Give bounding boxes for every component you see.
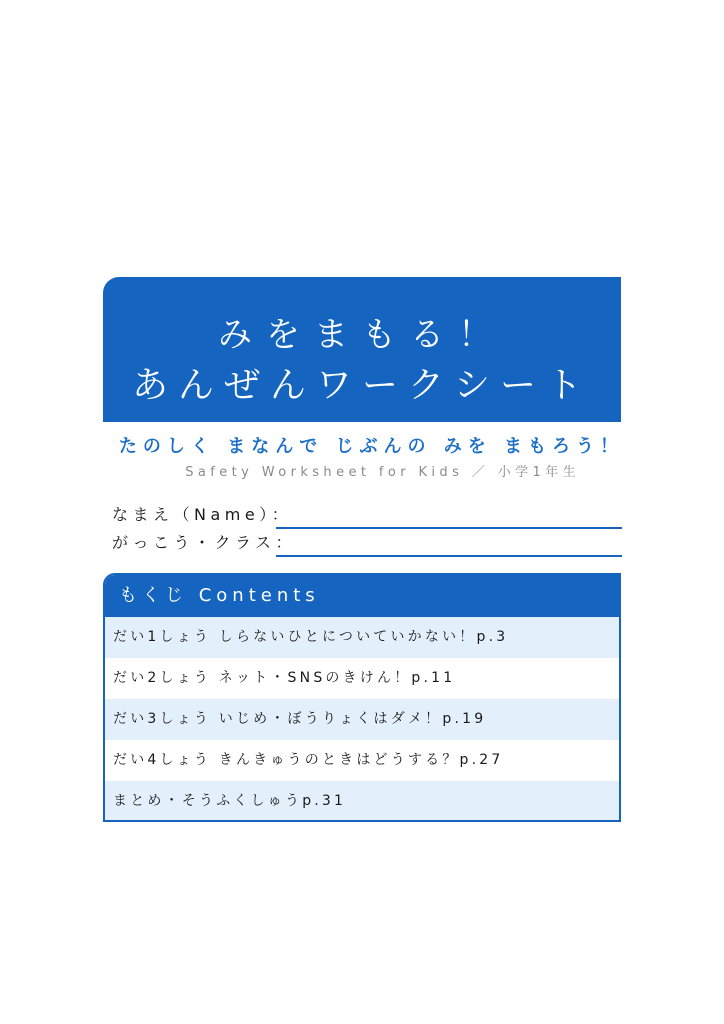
- name-field-underline[interactable]: [276, 527, 622, 529]
- contents-item-chapter-3[interactable]: だい3しょう いじめ・ぼうりょくはダメ！p.19: [105, 699, 619, 740]
- school-class-field-label: がっこう・クラス：: [112, 533, 297, 552]
- table-of-contents: [103, 573, 621, 822]
- contents-item-summary[interactable]: まとめ・そうふくしゅうp.31: [105, 781, 619, 822]
- title-line-1: みをまもる！: [218, 315, 506, 355]
- name-field[interactable]: [112, 505, 622, 529]
- contents-header: もくじ Contents: [105, 575, 619, 617]
- contents-item-chapter-1[interactable]: だい1しょう しらないひとについていかない！p.3: [105, 617, 619, 658]
- subtitle-japanese: たのしく まなんで じぶんの みを まもろう！: [118, 436, 624, 457]
- school-class-field-underline[interactable]: [276, 555, 622, 557]
- title-line-2: あんぜんワークシート: [131, 365, 592, 406]
- name-field-label: なまえ（Name）：: [112, 505, 293, 524]
- contents-item-chapter-2[interactable]: だい2しょう ネット・SNSのきけん！p.11: [113, 670, 456, 686]
- school-class-field[interactable]: [112, 533, 622, 557]
- subtitle-english: Safety Worksheet for Kids ／ 小学1年生: [185, 465, 580, 480]
- contents-item-chapter-4[interactable]: だい4しょう きんきゅうのときはどうする？p.27: [113, 752, 504, 768]
- title-banner: [103, 277, 621, 422]
